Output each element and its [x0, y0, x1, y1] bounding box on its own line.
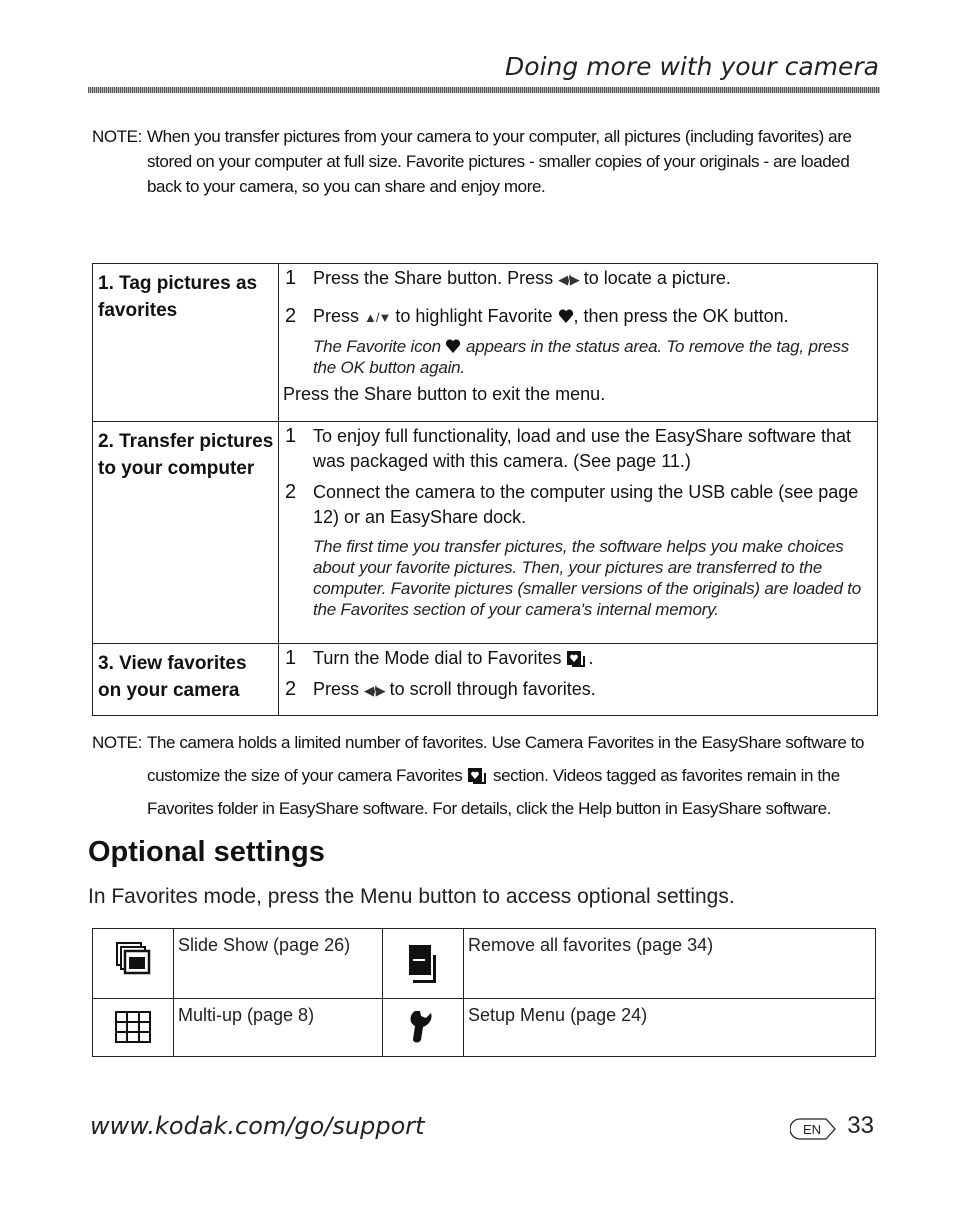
favorites-mode-icon: [566, 648, 588, 668]
step-text: Connect the camera to the computer using the USB cable (see page 12) or an EasyShare dock.: [313, 482, 859, 527]
step-plain-text: Press the Share button to exit the menu.: [283, 384, 606, 404]
option-label: Remove all favorites (page 34): [464, 929, 876, 999]
heart-icon: [445, 338, 461, 354]
note-favorites-limit: [92, 726, 882, 825]
step-number: 2: [285, 305, 297, 327]
step-body-tag: [279, 264, 878, 422]
step-text: , then press the OK button.: [573, 306, 789, 326]
slideshow-icon: [93, 929, 174, 999]
en-badge-text: EN: [802, 1122, 822, 1137]
step-item: [283, 646, 869, 671]
table-row: [93, 929, 876, 999]
favorites-mode-icon: [467, 765, 489, 785]
step-text: to highlight Favorite: [395, 306, 553, 326]
step-heading-transfer: 2. Transfer pictures to your computer: [93, 422, 279, 644]
step-item: [283, 304, 869, 330]
step-subnote: The first time you transfer pictures, the software helps you make choices about your favorite pictures. Then, your pictures are transferred to the computer. Favorite pictures (smaller versions of the originals) are loaded to the Favorites section of your camera's internal memory.: [313, 537, 862, 619]
step-body-transfer: [279, 422, 878, 644]
step-number: 1: [285, 425, 297, 447]
step-item: [283, 480, 869, 530]
table-row: [93, 644, 878, 716]
header-rule: [88, 87, 880, 93]
remove-favorites-icon: [383, 929, 464, 999]
step-text: Turn the Mode dial to Favorites: [313, 648, 562, 668]
note-label: NOTE:: [92, 127, 142, 146]
step-item: [283, 424, 869, 474]
note-text-part: section. Videos tagged as favorites remain in the Favorites folder in EasyShare software. For details, click the Help button in EasyShare software.: [147, 766, 840, 818]
note-transfer: [92, 124, 882, 199]
steps-table: [92, 263, 878, 716]
step-text: Press: [313, 679, 360, 699]
step-number: 1: [285, 267, 297, 289]
option-label: Setup Menu (page 24): [464, 999, 876, 1057]
table-row: [93, 999, 876, 1057]
option-label: Multi-up (page 8): [174, 999, 383, 1057]
step-text: To enjoy full functionality, load and use the EasyShare software that was packaged with this camera. (See page 11.): [313, 426, 851, 471]
step-number: 2: [285, 678, 297, 700]
section-title: Optional settings: [88, 836, 325, 868]
option-label: Slide Show (page 26): [174, 929, 383, 999]
step-heading-view: 3. View favorites on your camera: [93, 644, 279, 716]
left-right-arrows-icon: ◀/▶: [364, 683, 385, 698]
heart-icon: [558, 308, 574, 324]
page-number: 33: [847, 1112, 874, 1139]
step-text: Press: [313, 306, 360, 326]
table-row: [93, 264, 878, 422]
subnote-text: The Favorite icon: [313, 337, 441, 356]
optional-settings-table: [92, 928, 876, 1057]
step-text: .: [588, 648, 594, 668]
note-text: When you transfer pictures from your camera to your computer, all pictures (including favorites) are stored on your computer at full size. Favorite pictures - smaller copies of your originals - are loaded back to your camera, so you can share and enjoy more.: [147, 127, 852, 196]
step-number: 2: [285, 481, 297, 503]
step-heading-tag: 1. Tag pictures as favorites: [93, 264, 279, 422]
step-text: to locate a picture.: [583, 268, 731, 288]
step-text: Press the Share button. Press: [313, 268, 554, 288]
step-body-view: [279, 644, 878, 716]
footer-support-url[interactable]: www.kodak.com/go/support: [90, 1112, 425, 1140]
note-text-part: The camera holds a limited number of favorites. Use Camera Favorites in the EasyShare software to customize the size of your camera Favorites: [147, 733, 865, 785]
header-title: Doing more with your camera: [505, 52, 879, 81]
table-row: [93, 422, 878, 644]
step-item: [283, 677, 869, 703]
step-text: to scroll through favorites.: [389, 679, 596, 699]
step-number: 1: [285, 647, 297, 669]
step-subnote: [283, 336, 869, 378]
up-down-arrows-icon: ▲/▼: [364, 310, 391, 325]
note-text: [147, 726, 882, 825]
note-label: NOTE:: [92, 733, 142, 752]
multi-up-icon: [93, 999, 174, 1057]
en-language-badge-icon: [790, 1118, 836, 1140]
setup-wrench-icon: [383, 999, 464, 1057]
section-intro: In Favorites mode, press the Menu button to access optional settings.: [88, 885, 735, 908]
subnote-text: appears in the status area. To remove the tag, press the OK button again.: [313, 337, 850, 377]
step-item: [283, 266, 869, 292]
left-right-arrows-icon: ◀/▶: [558, 272, 579, 287]
